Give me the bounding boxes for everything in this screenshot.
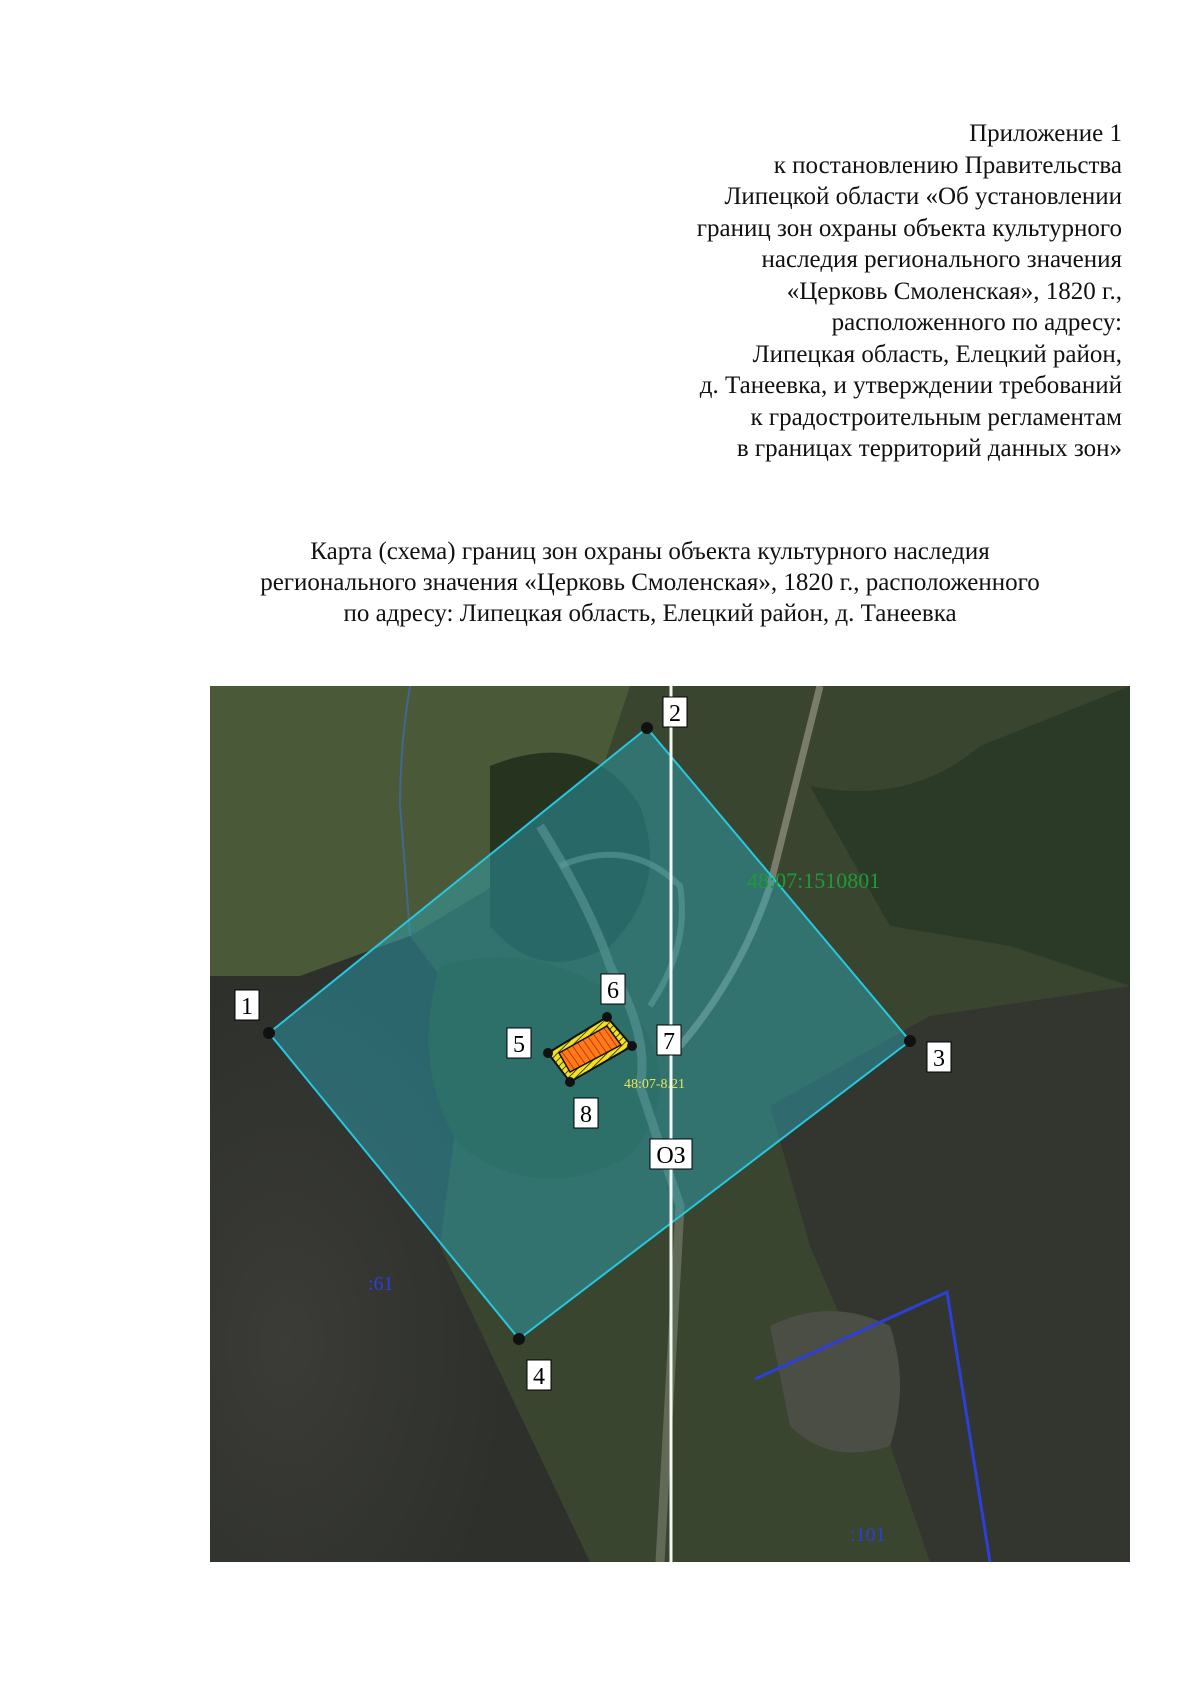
svg-text:4: 4 [533,1364,545,1390]
vertex-7 [627,1041,637,1051]
point-label-8 [574,1098,598,1128]
annex-line: в границах территорий данных зон» [736,435,1122,462]
title-line: Карта (схема) границ зон охраны объекта культурного наследия [310,538,990,565]
vertex-6 [602,1012,612,1022]
annex-line: Липецкой области «Об установлении [724,183,1122,210]
annex-line: Липецкая область, Елецкий район, [752,340,1122,368]
title-line: по адресу: Липецкая область, Елецкий район, д. Танеевка [343,600,957,627]
annex-line: к постановлению Правительства [773,151,1122,179]
svg-text:6: 6 [607,978,619,1004]
svg-text:1: 1 [241,994,253,1020]
annex-line: «Церковь Смоленская», 1820 г., [786,277,1122,305]
svg-text:5: 5 [513,1032,525,1058]
satellite-map [210,686,1130,1562]
point-label-6 [601,974,625,1004]
point-label-2 [663,697,687,727]
point-label-4 [527,1360,551,1390]
annex-header [562,118,1122,465]
vertex-8 [565,1077,575,1087]
title-line: регионального значения «Церковь Смоленская», 1820 г., расположенного [260,569,1040,596]
annex-line: расположенного по адресу: [831,309,1122,336]
svg-text:2: 2 [669,701,681,727]
point-label-1 [235,990,259,1020]
cadastral-block-label: 48:07:1510801 [747,868,881,893]
map-title [190,536,1110,629]
vertex-1 [263,1027,275,1039]
parcel-61-label: :61 [368,1273,394,1295]
svg-text:8: 8 [580,1102,592,1128]
point-label-7 [657,1025,681,1055]
annex-line: наследия регионального значения [761,246,1122,273]
annex-line: к градостроительным регламентам [750,403,1122,431]
parcel-101-label: :101 [850,1524,886,1546]
svg-text:7: 7 [663,1029,675,1055]
map-canvas [210,686,1130,1562]
zone-label: ОЗ [656,1143,686,1169]
annex-line: границ зон охраны объекта культурного [696,214,1122,242]
vertex-4 [513,1333,525,1345]
vertex-5 [543,1048,553,1058]
svg-text:3: 3 [933,1046,945,1072]
object-parcel-label: 48:07-8.21 [624,1077,686,1092]
zone-label-box [650,1139,692,1169]
annex-line: д. Танеевка, и утверждении требований [699,372,1122,399]
vertex-3 [904,1035,916,1047]
vertex-2 [641,722,653,734]
point-label-3 [927,1042,951,1072]
annex-line: Приложение 1 [969,120,1122,147]
point-label-5 [507,1028,531,1058]
